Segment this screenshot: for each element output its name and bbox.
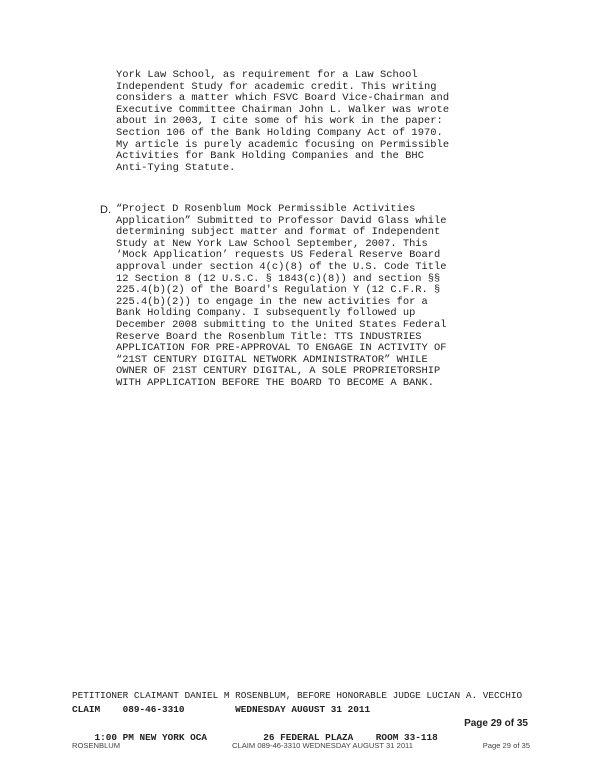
text-line: Application” Submitted to Professor David Glass while: [116, 214, 447, 227]
footer-line-location: [72, 717, 542, 743]
text-line: APPLICATION FOR PRE-APPROVAL TO ENGAGE IN ACTIVITY OF: [116, 342, 447, 355]
text-line: “Project D Rosenblum Mock Permissible Activities: [116, 203, 416, 215]
text-line: about in 2003, I cite some of his work in the paper:: [116, 115, 443, 128]
text-line: 12 Section 8 (12 U.S.C. § 1843(c)(8)) and section §§: [116, 272, 441, 285]
running-footer-left: ROSENBLUM: [72, 741, 121, 750]
text-line: WITH APPLICATION BEFORE THE BOARD TO BECOME A BANK.: [116, 376, 435, 389]
running-footer-center: CLAIM 089-46-3310 WEDNESDAY AUGUST 31 2011: [232, 741, 413, 750]
list-marker: D.: [100, 204, 111, 216]
text-line: Executive Committee Chairman John L. Walker was wrote: [116, 103, 450, 116]
text-line: My article is purely academic focusing on Permissible: [116, 138, 450, 151]
text-line: York Law School, as requirement for a Law School: [116, 69, 418, 81]
footer-location-text: 1:00 PM NEW YORK OCA 26 FEDERAL PLAZA ROOM 33-118: [94, 732, 438, 743]
case-footer: [72, 689, 542, 743]
paragraph-c-continuation: [116, 70, 526, 174]
text-line: December 2008 submitting to the United States Federal: [116, 318, 447, 331]
text-line: 225.4(b)(2)) to engage in the new activities for a: [116, 295, 428, 308]
text-line: Independent Study for academic credit. This writing: [116, 80, 437, 93]
text-line: OWNER OF 21ST CENTURY DIGITAL, A SOLE PROPRIETORSHIP: [116, 365, 441, 378]
text-line: 225.4(b)(2) of the Board's Regulation Y (12 C.F.R. §: [116, 284, 441, 297]
text-line: considers a matter which FSVC Board Vice-Chairman and: [116, 92, 450, 105]
text-line: Study at New York Law School September, 2007. This: [116, 237, 428, 250]
text-line: “21ST CENTURY DIGITAL NETWORK ADMINISTRATOR” WHILE: [116, 353, 428, 366]
page-number: Page 29 of 35: [464, 718, 528, 729]
footer-line-claim: CLAIM 089-46-3310 WEDNESDAY AUGUST 31 2011: [72, 704, 371, 715]
footer-line-petitioner: PETITIONER CLAIMANT DANIEL M ROSENBLUM, BEFORE HONORABLE JUDGE LUCIAN A. VECCHIO: [72, 690, 523, 701]
running-footer-page: Page 29 of 35: [482, 741, 530, 750]
running-footer: [72, 741, 542, 753]
text-line: Bank Holding Company. I subsequently followed up: [116, 307, 416, 320]
text-line: approval under section 4(c)(8) of the U.S. Code Title: [116, 260, 447, 273]
text-line: determining subject matter and format of Independent: [116, 226, 441, 239]
text-line: Anti-Tying Statute.: [116, 161, 236, 174]
text-line: Activities for Bank Holding Companies and the BHC: [116, 150, 424, 163]
text-line: ‘Mock Application’ requests US Federal Reserve Board: [116, 249, 441, 262]
text-line: Section 106 of the Bank Holding Company Act of 1970.: [116, 126, 443, 139]
text-line: Reserve Board the Rosenblum Title: TTS INDUSTRIES: [116, 330, 422, 343]
list-item-body: [116, 204, 526, 390]
